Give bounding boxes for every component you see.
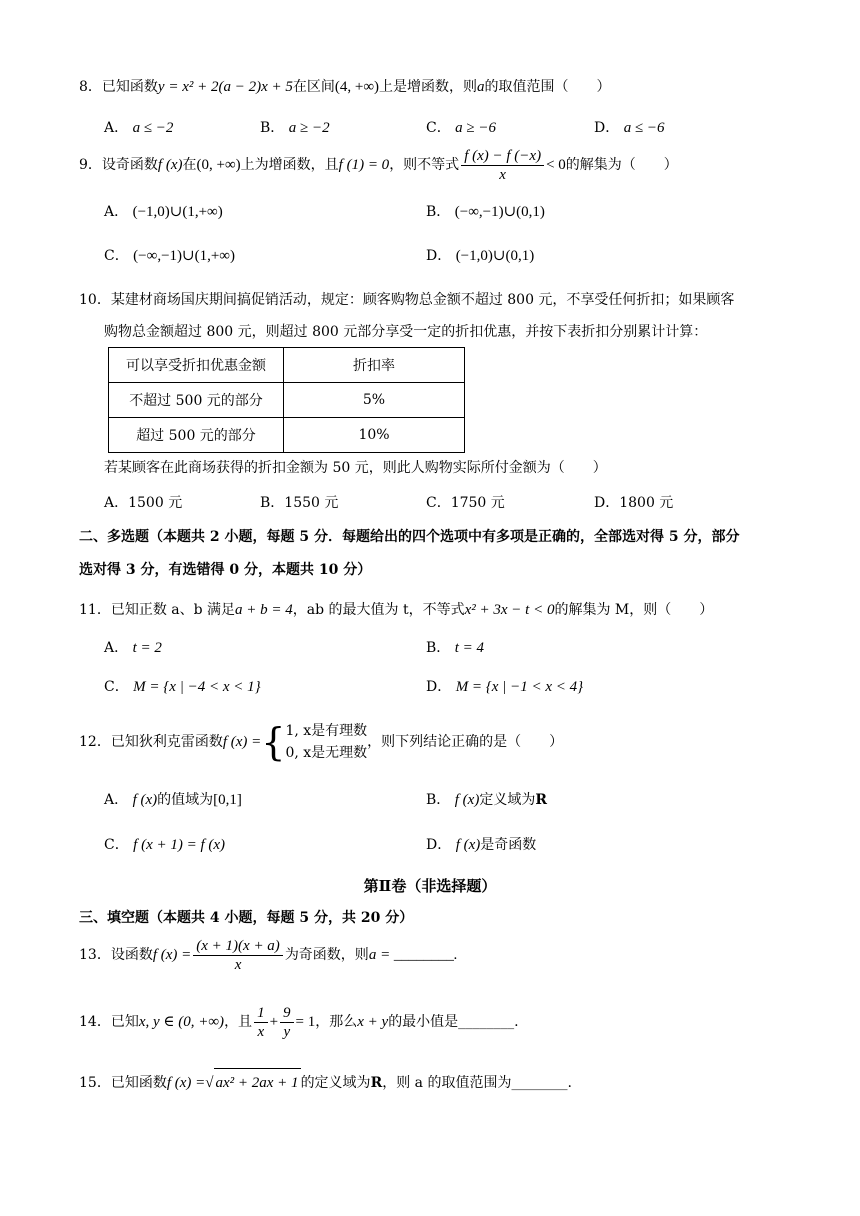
q8-text-b: 在区间 <box>292 79 335 95</box>
option-value: t = 2 <box>132 640 162 656</box>
option-letter: B． <box>426 792 451 808</box>
option-letter: D． <box>426 679 452 695</box>
q8-option-b[interactable] <box>260 118 330 138</box>
q15-text-a: 15．已知函数 <box>79 1075 167 1091</box>
q14-text-a: 14．已知 <box>79 1014 139 1030</box>
q13-fx: f (x) = <box>152 947 192 963</box>
table-header-cell: 折扣率 <box>284 348 465 383</box>
q10-option-c[interactable]: C．1750 元 <box>426 495 505 511</box>
q13-text-b: 为奇函数，则 <box>284 947 369 963</box>
option-value: a ≥ −6 <box>455 120 497 136</box>
q8-option-c[interactable] <box>426 118 496 138</box>
option-letter: A． <box>104 204 129 220</box>
q12-option-c[interactable] <box>104 835 225 855</box>
q13-frac-den: x <box>234 956 242 973</box>
q15-answer-blank[interactable]: ，则 a 的取值范围为________. <box>382 1075 572 1091</box>
q8-formula: y = x² + 2(a − 2)x + 5 <box>157 79 293 95</box>
option-tail: [0,1] <box>213 792 242 808</box>
discount-table <box>108 347 465 453</box>
q9-f1: f (1) = 0 <box>338 157 390 173</box>
option-tail: R <box>535 792 547 808</box>
q9-text-d: ，则不等式 <box>389 157 460 173</box>
table-row <box>109 383 465 418</box>
option-value: t = 4 <box>454 640 485 656</box>
q9-option-b[interactable] <box>426 202 545 222</box>
q11-ineq: x² + 3x − t < 0 <box>464 602 555 618</box>
option-text: 定义域为 <box>479 792 536 808</box>
option-math: f (x) <box>132 792 158 808</box>
q8-text-c: 上是增函数，则 <box>379 79 478 95</box>
question-8-stem <box>79 77 611 97</box>
q8-option-a[interactable] <box>104 118 173 138</box>
q9-ineq: < 0 <box>546 157 566 173</box>
q14-frac2-den: y <box>283 1023 291 1040</box>
q14-fraction-1 <box>254 1004 268 1041</box>
option-letter: B． <box>426 640 451 656</box>
part-2-title: 第Ⅱ卷（非选择题） <box>363 877 497 895</box>
option-letter: C． <box>104 679 129 695</box>
option-value: (−1,0)∪(1,+∞) <box>132 204 223 220</box>
q10-line-2: 购物总金额超过 800 元，则超过 800 元部分享受一定的折扣优惠，并按下表折扣分别累计计算： <box>104 324 708 340</box>
option-letter: A． <box>104 640 129 656</box>
q12-case-1: 1, x是有理数 <box>285 723 368 739</box>
option-letter: A． <box>104 120 129 136</box>
table-header-row <box>109 348 465 383</box>
q15-radicand: ax² + 2ax + 1 <box>214 1068 301 1097</box>
option-math: f (x) <box>454 792 480 808</box>
q8-interval: (4, +∞) <box>334 79 380 95</box>
table-cell: 10% <box>284 418 465 453</box>
q9-interval: (0, +∞) <box>196 157 241 173</box>
q14-plus: + <box>269 1014 279 1030</box>
q14-text-b: ，且 <box>224 1014 253 1030</box>
q8-text-d: 的取值范围（ ） <box>484 79 611 95</box>
q14-frac1-num: 1 <box>254 1004 268 1023</box>
q11-cond: a + b = 4 <box>235 602 293 618</box>
q14-expr: x + y <box>357 1014 389 1030</box>
q11-option-b[interactable] <box>426 638 484 658</box>
q8-var: a <box>477 79 485 95</box>
q10-option-d[interactable]: D．1800 元 <box>594 495 674 511</box>
q12-option-a[interactable] <box>104 790 242 810</box>
q14-eq: = 1 <box>295 1014 316 1030</box>
q13-fraction <box>193 937 283 974</box>
q14-frac1-den: x <box>257 1023 265 1040</box>
q13-answer-blank[interactable]: a = ________. <box>368 947 458 963</box>
option-value: (−∞,−1)∪(1,+∞) <box>133 248 235 264</box>
q12-text-a: 12．已知狄利克雷函数 <box>79 734 223 750</box>
question-14 <box>79 1002 519 1042</box>
option-value: a ≥ −2 <box>288 120 330 136</box>
table-cell: 超过 500 元的部分 <box>109 418 284 453</box>
left-brace-icon: { <box>261 720 286 764</box>
q9-frac-num: f (x) − f (−x) <box>461 147 544 166</box>
option-letter: D． <box>426 248 452 264</box>
q14-fraction-2 <box>280 1004 294 1041</box>
q12-case-2: 0, x是无理数 <box>285 745 368 761</box>
option-letter: D． <box>426 837 452 853</box>
question-11-stem <box>79 600 713 620</box>
q13-text-a: 13．设函数 <box>79 947 153 963</box>
option-value: a ≤ −6 <box>623 120 665 136</box>
question-13 <box>79 935 458 975</box>
section-2-heading-line-2: 选对得 3 分，有选错得 0 分，本题共 10 分） <box>79 562 372 578</box>
q8-option-d[interactable] <box>594 118 665 138</box>
option-value: (−1,0)∪(0,1) <box>455 248 535 264</box>
option-value: a ≤ −2 <box>132 120 174 136</box>
option-letter: A． <box>104 792 129 808</box>
q9-text-a: 9．设奇函数 <box>79 157 158 173</box>
option-letter: C． <box>104 837 129 853</box>
option-letter: C． <box>426 120 451 136</box>
q12-fx: f (x) = <box>222 734 262 750</box>
q9-fraction <box>461 147 544 184</box>
q12-text-b: ，则下列结论正确的是（ ） <box>367 734 564 750</box>
option-text: 是奇函数 <box>480 837 537 853</box>
q9-option-a[interactable] <box>104 202 223 222</box>
table-cell: 5% <box>284 383 465 418</box>
q9-text-e: 的解集为（ ） <box>565 157 678 173</box>
section-2-heading-line-1: 二、多选题（本题共 2 小题，每题 5 分．每题给出的四个选项中有多项是正确的，全部选对得 5 分，部分 <box>79 529 740 545</box>
q12-option-d[interactable] <box>426 835 536 855</box>
option-value: M = {x | −4 < x < 1} <box>133 679 261 695</box>
q14-answer-blank[interactable]: 的最小值是________. <box>388 1014 519 1030</box>
q10-line-3: 若某顾客在此商场获得的折扣金额为 50 元，则此人购物实际所付金额为（ ） <box>104 460 607 476</box>
q15-domain: R <box>370 1075 383 1091</box>
table-row <box>109 418 465 453</box>
q13-frac-num: (x + 1)(x + a) <box>193 937 283 956</box>
q10-line-1: 10．某建材商场国庆期间搞促销活动，规定：顾客购物总金额不超过 800 元，不享受任何折扣；如果顾客 <box>79 292 735 308</box>
q9-option-d[interactable] <box>426 246 534 266</box>
q9-frac-den: x <box>499 166 506 183</box>
option-letter: D． <box>594 120 620 136</box>
q9-text-b: 在 <box>182 157 197 173</box>
question-12-stem <box>79 718 563 766</box>
q14-cond: x, y ∈ (0, +∞) <box>138 1014 225 1030</box>
sqrt-icon: √ <box>205 1075 214 1091</box>
option-letter: C． <box>104 248 129 264</box>
q11-option-d[interactable] <box>426 677 583 697</box>
table-header-cell: 可以享受折扣优惠金额 <box>109 348 284 383</box>
q15-fx: f (x) = <box>166 1075 206 1091</box>
q14-frac2-num: 9 <box>280 1004 294 1023</box>
q11-option-c[interactable] <box>104 677 261 697</box>
table-cell: 不超过 500 元的部分 <box>109 383 284 418</box>
option-math: f (x + 1) = f (x) <box>133 837 226 853</box>
q10-option-b[interactable]: B．1550 元 <box>260 495 339 511</box>
option-letter: B． <box>426 204 451 220</box>
q9-fx: f (x) <box>157 157 183 173</box>
q9-text-c: 上为增函数，且 <box>240 157 339 173</box>
q11-text-b: ，ab 的最大值为 t，不等式 <box>292 602 465 618</box>
q9-option-c[interactable] <box>104 246 235 266</box>
option-value: (−∞,−1)∪(0,1) <box>454 204 545 220</box>
q11-option-a[interactable] <box>104 638 162 658</box>
q10-option-a[interactable]: A．1500 元 <box>104 495 183 511</box>
question-9-stem <box>79 145 678 185</box>
option-letter: B． <box>260 120 285 136</box>
section-3-heading: 三、填空题（本题共 4 小题，每题 5 分，共 20 分） <box>79 910 414 926</box>
q12-cases <box>285 720 367 764</box>
q11-text-c: 的解集为 M，则（ ） <box>554 602 714 618</box>
option-text: 的值域为 <box>157 792 214 808</box>
option-value: M = {x | −1 < x < 4} <box>455 679 584 695</box>
q8-text-a: 8．已知函数 <box>79 79 158 95</box>
q15-text-b: 的定义域为 <box>300 1075 371 1091</box>
q11-text-a: 11．已知正数 a、b 满足 <box>79 602 236 618</box>
q14-text-c: ，那么 <box>315 1014 358 1030</box>
q12-option-b[interactable] <box>426 790 547 810</box>
option-math: f (x) <box>455 837 481 853</box>
question-15 <box>79 1068 572 1097</box>
